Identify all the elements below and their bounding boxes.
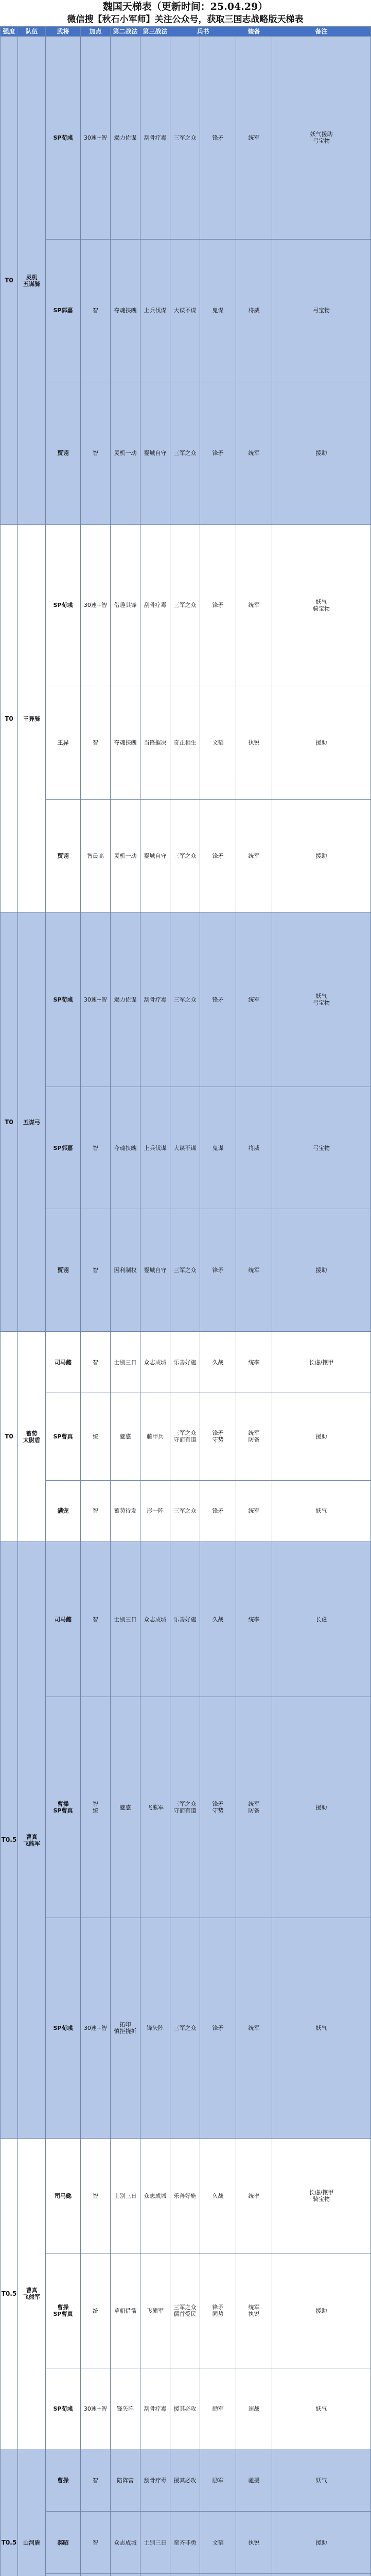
tactic-2-cell: 草船借箭	[111, 2253, 140, 2368]
general-cell: 贾诩	[46, 799, 81, 912]
undefined-cell: 妖气 骑宝物	[272, 525, 371, 686]
book-1-cell: 三军之众	[170, 1209, 200, 1332]
general-cell: SP荀彧	[46, 1918, 81, 2138]
points-cell: 30速+智	[81, 525, 111, 686]
equipment-cell: 统军 防备	[236, 1393, 272, 1480]
undefined-cell: 援助	[272, 1393, 371, 1480]
tier-cell: T0	[1, 525, 18, 913]
book-2-cell: 励军	[200, 2368, 236, 2449]
general-cell: SP荀彧	[46, 2368, 81, 2449]
points-cell: 统	[81, 1393, 111, 1480]
points-cell: 智	[81, 1542, 111, 1697]
book-1-cell: 三军之众	[170, 37, 200, 240]
points-cell: 智 统	[81, 1697, 111, 1918]
undefined-cell: 妖气援助 弓宝物	[272, 37, 371, 240]
table-header-row	[1, 27, 371, 37]
general-cell: 司马懿	[46, 2139, 81, 2253]
tactic-3-cell: 当锋摧决	[140, 686, 170, 799]
equipment-cell: 执锐	[236, 686, 272, 799]
points-cell: 30速+智	[81, 1918, 111, 2138]
book-1-cell: 大谋不谋	[170, 239, 200, 382]
equipment-cell: 统军	[236, 913, 272, 1087]
undefined-cell: 弓宝物	[272, 239, 371, 382]
equipment-cell: 将威	[236, 239, 272, 382]
undefined-cell: 长虑	[272, 1542, 371, 1697]
general-cell: SP荀彧	[46, 37, 81, 240]
table-row	[1, 1209, 371, 1332]
points-cell: 统	[81, 2253, 111, 2368]
undefined-cell: 妖气	[272, 1480, 371, 1541]
team-cell: 蓄势 太尉盾	[18, 1332, 46, 1542]
equipment-cell: 将威	[236, 1087, 272, 1209]
tactic-3-cell: 飞熊军	[140, 2253, 170, 2368]
general-cell: SP荀彧	[46, 913, 81, 1087]
book-1-cell: 奇正相生	[170, 686, 200, 799]
table-row	[1, 1332, 371, 1393]
book-2-cell: 文韬	[200, 686, 236, 799]
tactic-3-cell: 藤甲兵	[140, 1393, 170, 1480]
book-2-cell: 鬼谋	[200, 1087, 236, 1209]
header-general: 武将	[46, 27, 81, 37]
book-2-cell: 锋矛	[200, 382, 236, 524]
tier-table-body	[1, 37, 371, 2576]
book-1-cell: 援其必攻	[170, 2449, 200, 2512]
general-cell: 司马懿	[46, 1542, 81, 1697]
undefined-cell: 援助	[272, 2253, 371, 2368]
points-cell: 30速+智	[81, 37, 111, 240]
tactic-2-cell: 借趣其锋	[111, 525, 140, 686]
tactic-3-cell: 众志成城	[140, 1332, 170, 1393]
book-1-cell: 蛮齐非勇	[170, 2512, 200, 2574]
general-cell: 王异	[46, 686, 81, 799]
tactic-3-cell: 众志成城	[140, 2139, 170, 2253]
table-row	[1, 2253, 371, 2368]
undefined-cell: 妖气	[272, 1918, 371, 2138]
table-row	[1, 2449, 371, 2512]
book-2-cell: 锋矛	[200, 799, 236, 912]
points-cell: 智	[81, 382, 111, 524]
table-row	[1, 686, 371, 799]
equipment-cell: 执锐	[236, 2512, 272, 2574]
tactic-3-cell: 刮骨疗毒	[140, 913, 170, 1087]
book-1-cell: 三军之众 儒首爱民	[170, 2253, 200, 2368]
equipment-cell: 速战	[236, 2368, 272, 2449]
table-row	[1, 913, 371, 1087]
book-2-cell	[200, 2574, 236, 2576]
general-cell: 司马懿	[46, 1332, 81, 1393]
equipment-cell: 统军	[236, 382, 272, 524]
table-row	[1, 1697, 371, 1918]
tactic-2-cell: 灵机一动	[111, 799, 140, 912]
book-2-cell: 锋矛	[200, 913, 236, 1087]
book-1-cell: 乐善好施	[170, 1542, 200, 1697]
book-1-cell: 三军之众	[170, 799, 200, 912]
tier-cell: T0	[1, 1332, 18, 1542]
book-2-cell: 锋矛 守势	[200, 1393, 236, 1480]
general-cell: 郝昭	[46, 2512, 81, 2574]
tactic-2-cell: 拓印 慎拒挠折	[111, 1918, 140, 2138]
undefined-cell: 援助	[272, 799, 371, 912]
book-1-cell	[170, 2574, 200, 2576]
header-points: 加点	[81, 27, 111, 37]
points-cell: 智	[81, 2139, 111, 2253]
table-row	[1, 2368, 371, 2449]
general-cell: 满宠	[46, 1480, 81, 1541]
tactic-3-cell: 形一阵	[140, 1480, 170, 1541]
tier-cell: T0.5	[1, 2139, 18, 2449]
page-subtitle: 微信搜【秋石小军师】关注公众号，获取三国志战略版天梯表	[0, 13, 370, 26]
tactic-2-cell: 夺魂挟魄	[111, 239, 140, 382]
tier-cell: T0	[1, 913, 18, 1332]
header-tactic-2: 第二战法	[111, 27, 140, 37]
table-row	[1, 2574, 371, 2576]
general-cell: 贾诩	[46, 1209, 81, 1332]
tactic-2-cell: 士别三日	[111, 2139, 140, 2253]
tactic-2-cell: 士别三日	[111, 1332, 140, 1393]
tactic-3-cell: 锋矢阵	[140, 1918, 170, 2138]
header-book: 兵书	[170, 27, 236, 37]
general-cell: 曹操 SP曹真	[46, 2253, 81, 2368]
undefined-cell	[272, 2574, 371, 2576]
undefined-cell: 弓宝物	[272, 1087, 371, 1209]
tactic-3-cell: 上兵伐谋	[140, 1087, 170, 1209]
tactic-2-cell: 魅惑	[111, 1393, 140, 1480]
tactic-3-cell: 婴城自守	[140, 799, 170, 912]
points-cell: 智	[81, 1480, 111, 1541]
general-cell: 曹操	[46, 2449, 81, 2512]
equipment-cell: 统军	[236, 525, 272, 686]
points-cell: 智	[81, 1209, 111, 1332]
tactic-2-cell: 因利制权	[111, 1209, 140, 1332]
tactic-2-cell: 蓄势待发	[111, 1480, 140, 1541]
equipment-cell: 统率	[236, 1542, 272, 1697]
tactic-3-cell	[140, 2574, 170, 2576]
equipment-cell	[236, 2574, 272, 2576]
general-cell: 曹操 SP曹真	[46, 1697, 81, 1918]
equipment-cell: 统率	[236, 2139, 272, 2253]
general-cell: SP郭嘉	[46, 239, 81, 382]
tactic-2-cell: 魅惑	[111, 1697, 140, 1918]
general-cell: SP郭嘉	[46, 1087, 81, 1209]
general-cell: SP荀彧	[46, 525, 81, 686]
tier-cell: T0	[1, 37, 18, 525]
points-cell: 30速+智	[81, 913, 111, 1087]
equipment-cell: 统率	[236, 1332, 272, 1393]
book-2-cell: 久战	[200, 1332, 236, 1393]
header-tier: 强度	[1, 27, 18, 37]
table-row	[1, 1393, 371, 1480]
tactic-3-cell: 婴城自守	[140, 382, 170, 524]
equipment-cell: 统军 执锐	[236, 2253, 272, 2368]
undefined-cell: 援助	[272, 382, 371, 524]
tier-cell: T0.5	[1, 2449, 18, 2576]
general-cell	[46, 2574, 81, 2576]
undefined-cell: 长虑/攘甲	[272, 1332, 371, 1393]
header-tactic-3: 第三战法	[140, 27, 170, 37]
book-2-cell: 久战	[200, 2139, 236, 2253]
tactic-2-cell: 灵机一动	[111, 382, 140, 524]
points-cell: 智	[81, 1332, 111, 1393]
tactic-2-cell: 陷阵营	[111, 2449, 140, 2512]
book-2-cell: 锋矛	[200, 1480, 236, 1541]
equipment-cell: 驰援	[236, 2449, 272, 2512]
team-cell: 灵机 五谋骑	[18, 37, 46, 525]
tactic-2-cell: 众志成城	[111, 2512, 140, 2574]
book-1-cell: 乐善好施	[170, 2139, 200, 2253]
equipment-cell: 统军	[236, 37, 272, 240]
undefined-cell: 援助	[272, 1209, 371, 1332]
tactic-3-cell: 刮骨疗毒	[140, 37, 170, 240]
general-cell: SP曹真	[46, 1393, 81, 1480]
book-1-cell: 三军之众	[170, 913, 200, 1087]
table-row	[1, 1480, 371, 1541]
points-cell: 智	[81, 2449, 111, 2512]
book-2-cell: 锋矛	[200, 37, 236, 240]
points-cell: 智	[81, 686, 111, 799]
tactic-3-cell: 上兵伐谋	[140, 239, 170, 382]
table-row	[1, 799, 371, 912]
points-cell: 智最高	[81, 799, 111, 912]
undefined-cell: 援助	[272, 1697, 371, 1918]
table-row	[1, 2139, 371, 2253]
team-cell: 王异骑	[18, 525, 46, 913]
tactic-2-cell: 竭力佐谋	[111, 913, 140, 1087]
equipment-cell: 统军 防备	[236, 1697, 272, 1918]
undefined-cell: 援助	[272, 2512, 371, 2574]
book-1-cell: 三军之众	[170, 525, 200, 686]
tier-cell: T0.5	[1, 1542, 18, 2139]
tactic-3-cell: 刮骨疗毒	[140, 525, 170, 686]
book-2-cell: 励军	[200, 2449, 236, 2512]
equipment-cell: 统军	[236, 1209, 272, 1332]
undefined-cell: 妖气 弓宝物	[272, 913, 371, 1087]
book-1-cell: 三军之众	[170, 382, 200, 524]
team-cell: 山河盾	[18, 2449, 46, 2576]
book-2-cell: 鬼谋	[200, 239, 236, 382]
header-note: 备注	[272, 27, 371, 37]
points-cell	[81, 2574, 111, 2576]
book-2-cell: 锋矛	[200, 1918, 236, 2138]
header-equipment: 装备	[236, 27, 272, 37]
book-1-cell: 援其必攻	[170, 2368, 200, 2449]
table-row	[1, 239, 371, 382]
equipment-cell: 统军	[236, 1480, 272, 1541]
points-cell: 智	[81, 239, 111, 382]
book-1-cell: 三军之众	[170, 1480, 200, 1541]
points-cell: 30速+智	[81, 2368, 111, 2449]
book-2-cell: 久战	[200, 1542, 236, 1697]
table-row	[1, 37, 371, 240]
book-1-cell: 大谋不谋	[170, 1087, 200, 1209]
tactic-3-cell: 刮骨疗毒	[140, 2449, 170, 2512]
tactic-2-cell: 士别三日	[111, 1542, 140, 1697]
book-1-cell: 乐善好施	[170, 1332, 200, 1393]
page-title: 魏国天梯表（更新时间：25.04.29）	[0, 0, 370, 13]
book-2-cell: 锋矛 同势	[200, 2253, 236, 2368]
book-1-cell: 三军之众 守而有道	[170, 1393, 200, 1480]
undefined-cell: 援助	[272, 686, 371, 799]
tactic-2-cell	[111, 2574, 140, 2576]
table-row	[1, 1087, 371, 1209]
team-cell: 曹真 飞熊军	[18, 1542, 46, 2139]
table-row	[1, 2512, 371, 2574]
tier-table	[0, 26, 371, 2576]
tactic-3-cell: 士别三日	[140, 2512, 170, 2574]
undefined-cell: 妖气	[272, 2449, 371, 2512]
book-2-cell: 文韬	[200, 2512, 236, 2574]
book-2-cell: 锋矛	[200, 1209, 236, 1332]
points-cell: 智	[81, 1087, 111, 1209]
equipment-cell: 统军	[236, 799, 272, 912]
tactic-2-cell: 竭力佐谋	[111, 37, 140, 240]
table-row	[1, 1918, 371, 2138]
team-cell: 曹真 飞熊军	[18, 2139, 46, 2449]
equipment-cell: 统军	[236, 1918, 272, 2138]
undefined-cell: 长虑/攘甲 骑宝物	[272, 2139, 371, 2253]
undefined-cell: 妖气	[272, 2368, 371, 2449]
book-1-cell: 三军之众	[170, 1918, 200, 2138]
book-2-cell: 锋矛 守势	[200, 1697, 236, 1918]
tactic-3-cell: 飞熊军	[140, 1697, 170, 1918]
book-2-cell: 锋矛	[200, 525, 236, 686]
general-cell: 贾诩	[46, 382, 81, 524]
tactic-3-cell: 婴城自守	[140, 1209, 170, 1332]
tactic-3-cell: 众志成城	[140, 1542, 170, 1697]
tactic-2-cell: 锋矢阵	[111, 2368, 140, 2449]
tactic-2-cell: 夺魂挟魄	[111, 1087, 140, 1209]
points-cell: 智	[81, 2512, 111, 2574]
table-row	[1, 382, 371, 524]
header-team: 队伍	[18, 27, 46, 37]
table-row	[1, 525, 371, 686]
team-cell: 五谋弓	[18, 913, 46, 1332]
book-1-cell: 三军之众 守而有道	[170, 1697, 200, 1918]
tactic-2-cell: 夺魂挟魄	[111, 686, 140, 799]
tactic-3-cell: 刮骨疗毒	[140, 2368, 170, 2449]
table-row	[1, 1542, 371, 1697]
